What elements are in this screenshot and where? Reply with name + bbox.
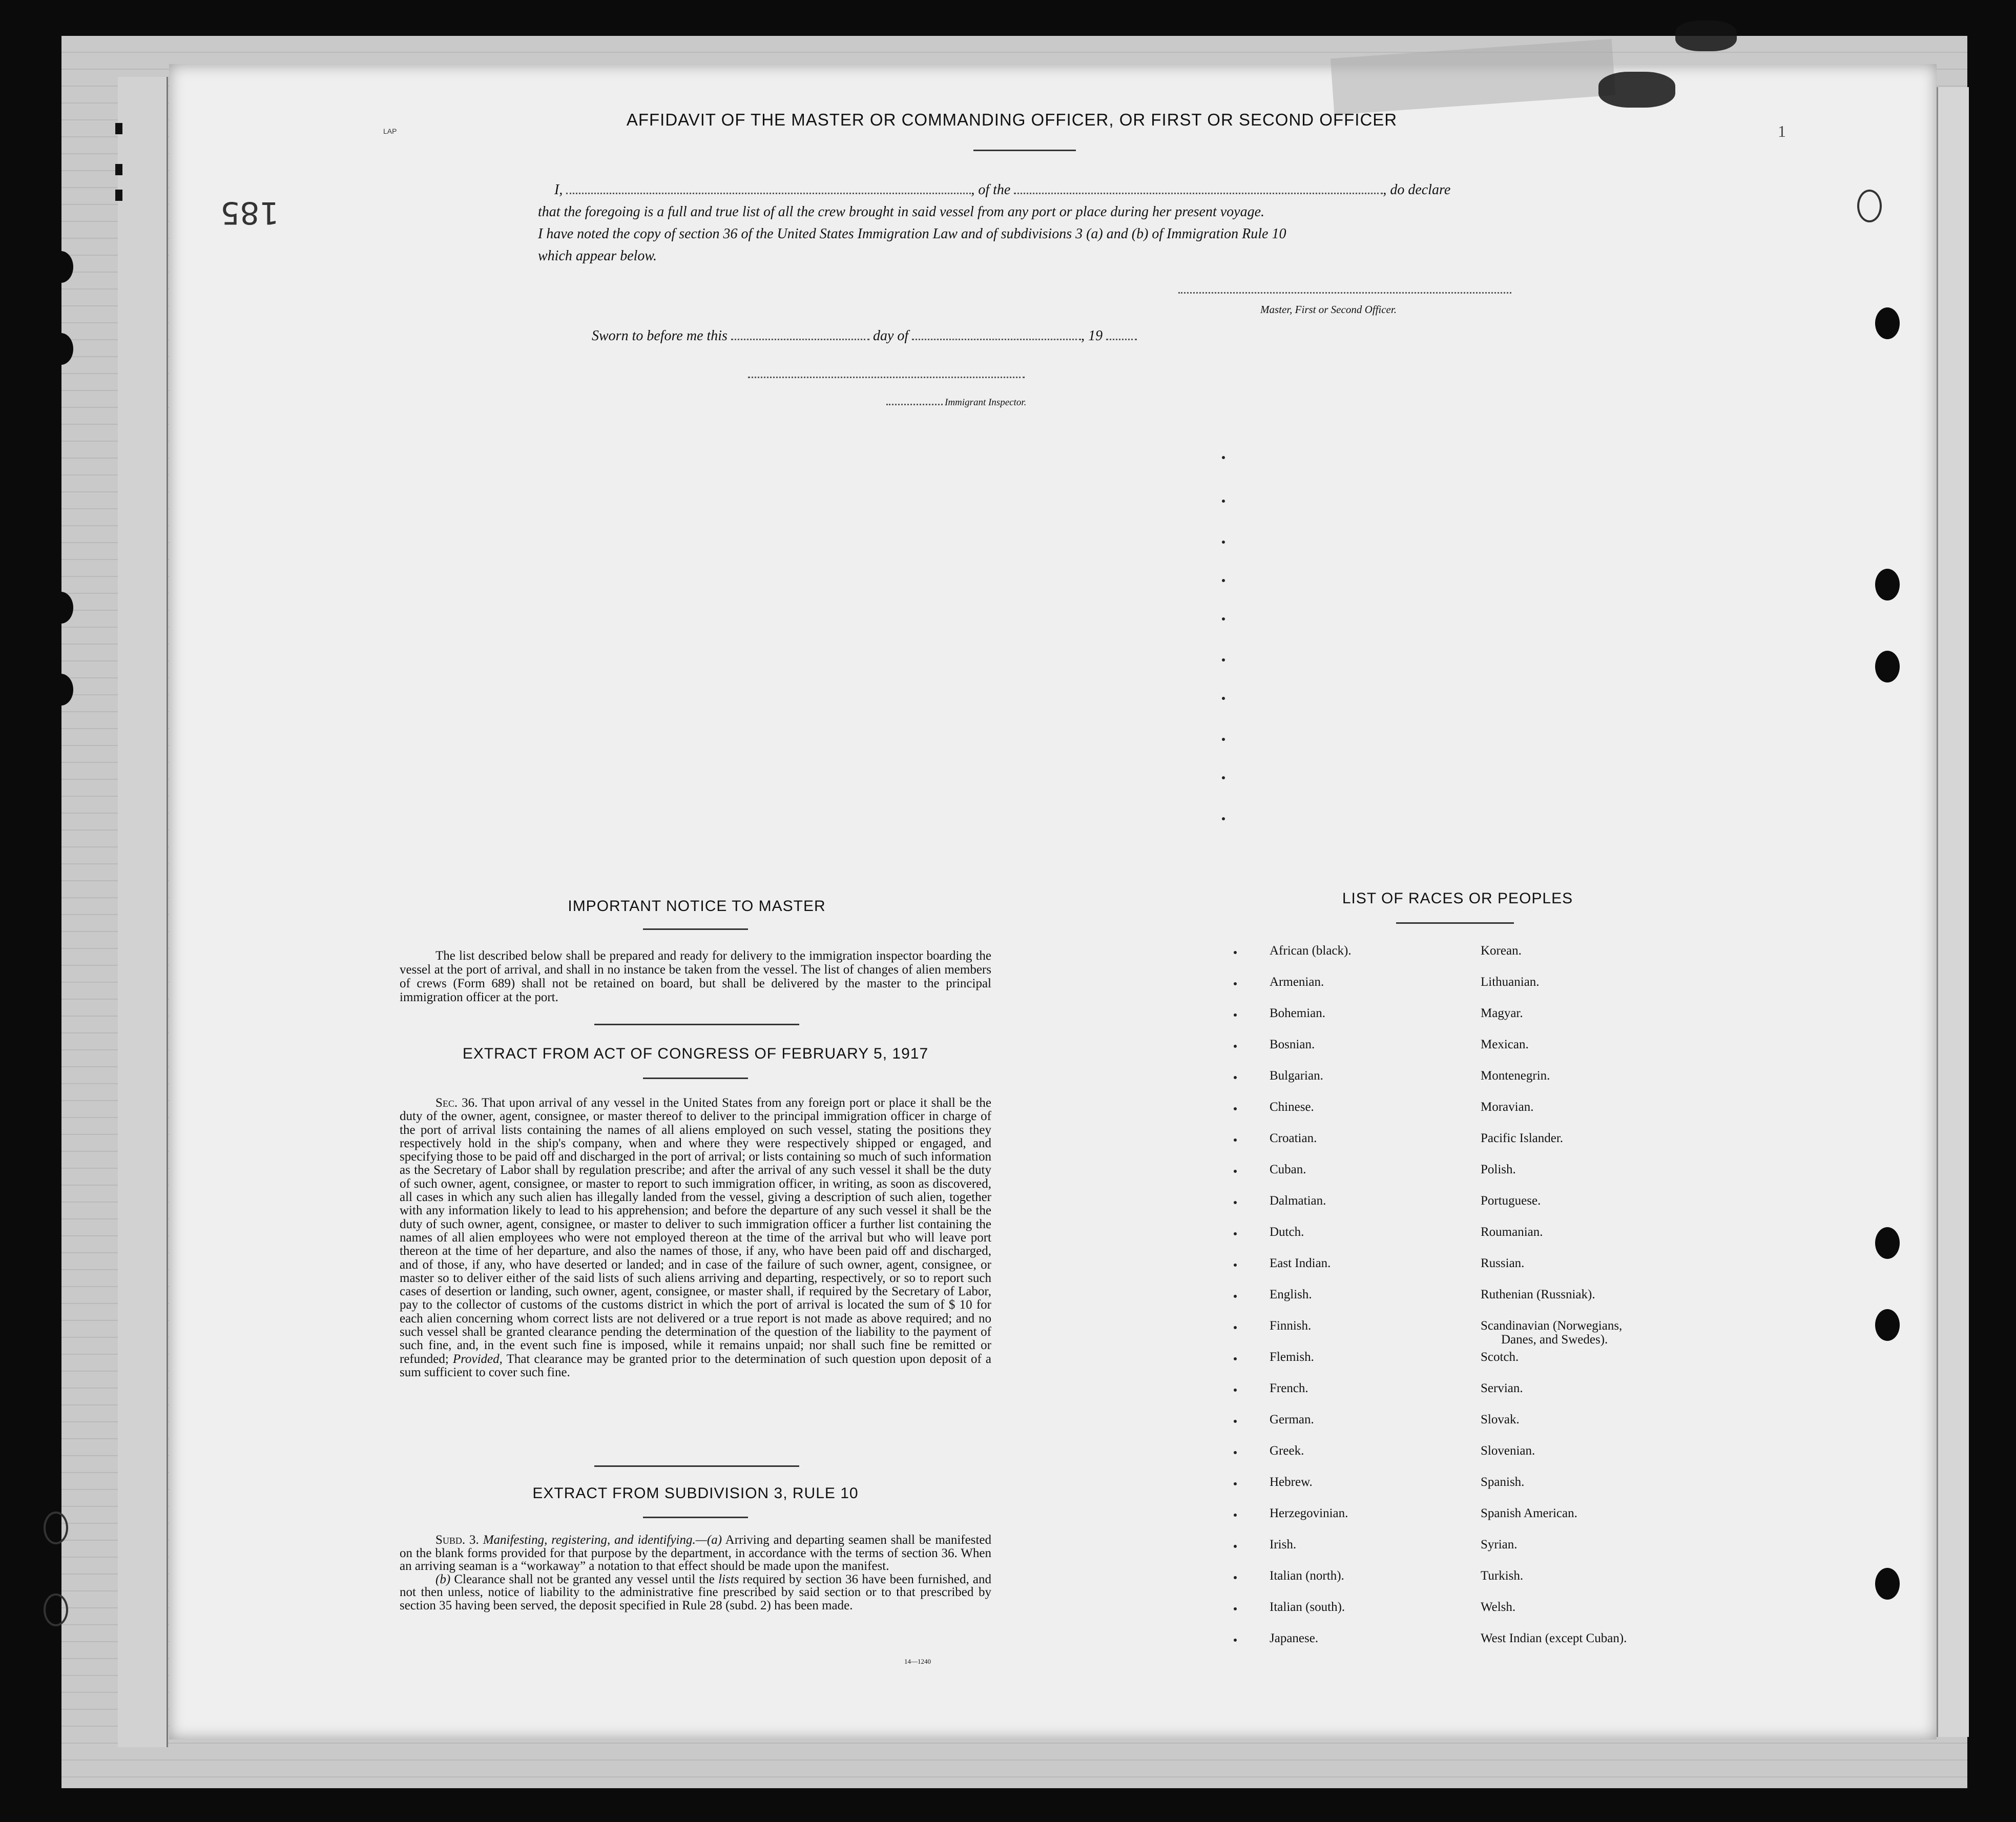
- damage-stain: [1675, 20, 1737, 51]
- race-item-right: Spanish American.: [1481, 1506, 1577, 1520]
- declaration-line-1: I, , of the , do declare: [554, 182, 1451, 198]
- guide-dot: [1234, 1201, 1237, 1204]
- race-item-right: Servian.: [1481, 1381, 1523, 1395]
- guide-dot: [1234, 1076, 1237, 1079]
- race-item-right: Lithuanian.: [1481, 975, 1540, 989]
- race-item-left: Italian (north).: [1270, 1569, 1344, 1583]
- guide-dot: [1234, 1639, 1237, 1642]
- signature-label: Master, First or Second Officer.: [1260, 303, 1397, 316]
- rule-paragraph-a: Subd. 3. Manifesting, registering, and identifying.—(a) Arriving and departing seamen shall be manifested on the blank forms provided for that purpose by the department, in accordance with the terms of section 36. When an arriving seaman is a “workaway” a notation to that effect should be made upon the manifest.: [400, 1533, 992, 1573]
- signature-blank[interactable]: [1178, 292, 1511, 294]
- guide-dot: [1234, 1607, 1237, 1610]
- name-blank[interactable]: [566, 193, 971, 194]
- guide-dot: [1222, 541, 1225, 544]
- right-margin-strip: [1937, 87, 1969, 1737]
- rule-title: EXTRACT FROM SUBDIVISION 3, RULE 10: [532, 1485, 859, 1502]
- binder-hole-icon: [44, 1593, 68, 1626]
- race-item-right: Magyar.: [1481, 1006, 1523, 1020]
- binder-hole-icon: [1875, 651, 1900, 682]
- binder-hole-icon: [49, 592, 73, 624]
- guide-dot: [1234, 1482, 1237, 1485]
- guide-dot: [1234, 1326, 1237, 1329]
- race-item-right: Slovenian.: [1481, 1444, 1535, 1458]
- race-item-right: Montenegrin.: [1481, 1069, 1550, 1083]
- rule-text: [400, 1534, 991, 1612]
- race-item-left: Flemish.: [1270, 1350, 1314, 1364]
- margin-tick: [115, 190, 122, 201]
- race-item-right: Russian.: [1481, 1256, 1525, 1270]
- form-number: 14—1240: [904, 1658, 931, 1665]
- guide-dot: [1234, 1514, 1237, 1517]
- guide-dot: [1234, 951, 1237, 954]
- race-item-right: Pacific Islander.: [1481, 1131, 1564, 1145]
- guide-dot: [1222, 456, 1225, 459]
- race-item-left: Bosnian.: [1270, 1038, 1315, 1051]
- race-item-right: Slovak.: [1481, 1413, 1520, 1426]
- page-number: 1: [1778, 122, 1786, 140]
- guide-dot: [1234, 1545, 1237, 1548]
- race-item-right: Ruthenian (Russniak).: [1481, 1288, 1595, 1301]
- race-item-left: Irish.: [1270, 1538, 1297, 1551]
- race-item-right: Portuguese.: [1481, 1194, 1541, 1208]
- race-item-left: German.: [1270, 1413, 1314, 1426]
- guide-dot: [1222, 617, 1225, 620]
- guide-dot: [1222, 500, 1225, 503]
- vessel-blank[interactable]: [1014, 193, 1383, 194]
- guide-dot: [1234, 1357, 1237, 1360]
- guide-dot: [1222, 738, 1225, 741]
- race-item-right: Korean.: [1481, 944, 1522, 958]
- rule-paragraph-b: (b) Clearance shall not be granted any vessel until the lists required by section 36 have been furnished, and not then unless, notice of liability to the administrative fine prescribed by said section or to that prescribed by section 35 having been served, the deposit specified in Rule 28 (subd. 2) has been made.: [400, 1572, 991, 1612]
- race-item-right: Spanish.: [1481, 1475, 1525, 1489]
- guide-dot: [1234, 1013, 1237, 1017]
- inspector-dotted: [886, 404, 943, 405]
- notice-rule: [643, 928, 748, 930]
- race-item-right: Roumanian.: [1481, 1225, 1543, 1239]
- race-item-left: Cuban.: [1270, 1163, 1306, 1176]
- race-item-left: Greek.: [1270, 1444, 1304, 1458]
- guide-dot: [1234, 982, 1237, 985]
- race-item-left: Japanese.: [1270, 1631, 1319, 1645]
- guide-dot: [1234, 1107, 1237, 1110]
- race-item-left: African (black).: [1270, 944, 1352, 958]
- guide-dot: [1234, 1389, 1237, 1392]
- guide-dot: [1234, 1264, 1237, 1267]
- guide-dot: [1234, 1170, 1237, 1173]
- races-rule: [1396, 922, 1514, 924]
- binder-hole-icon: [1875, 1227, 1900, 1259]
- race-item-left: Dutch.: [1270, 1225, 1304, 1239]
- binder-hole-icon: [1875, 1309, 1900, 1341]
- notice-text: The list described below shall be prepared and ready for delivery to the immigration inspector boarding the vessel at the port of arrival, and shall in no instance be taken from the vessel. The list of changes of alien members of crews (Form 689) shall not be retained on board, but shall be delivered by the master to the principal immigration officer at the port.: [400, 949, 991, 1004]
- affidavit-title: AFFIDAVIT OF THE MASTER OR COMMANDING OFFICER, OR FIRST OR SECOND OFFICER: [626, 110, 1398, 129]
- race-item-left: Croatian.: [1270, 1131, 1317, 1145]
- guide-dot: [1234, 1295, 1237, 1298]
- sworn-line: Sworn to before me this day of , 19: [592, 328, 1137, 344]
- races-title: LIST OF RACES OR PEOPLES: [1342, 890, 1573, 907]
- binder-hole-icon: [44, 1512, 68, 1544]
- race-item-left: East Indian.: [1270, 1256, 1331, 1270]
- binder-hole-icon: [1857, 190, 1882, 222]
- guide-dot: [1234, 1451, 1237, 1454]
- guide-dot: [1234, 1576, 1237, 1579]
- race-item-right: Scotch.: [1481, 1350, 1519, 1364]
- left-margin-strip: [118, 77, 168, 1747]
- race-item-left: English.: [1270, 1288, 1312, 1301]
- title-rule: [973, 150, 1076, 151]
- guide-dot: [1222, 817, 1225, 820]
- act-bottom-rule: [594, 1465, 799, 1467]
- binder-hole-icon: [49, 251, 73, 283]
- race-item-left: Dalmatian.: [1270, 1194, 1326, 1208]
- act-text: Sec. 36. That upon arrival of any vessel in the United States from any foreign port or place it shall be the duty of the owner, agent, consignee, or master thereof to deliver to the principal immigration officer in charge of the port of arrival lists containing the names of all aliens employed on such vessel, stating the positions they respectively hold in the ship's company, when and where they were respectively shipped or engaged, and specifying those to be paid off and discharged in the port of arrival; or lists containing so much of such information as the Secretary of Labor shall by regulation prescribe; and after the arrival of any such vessel it shall be the duty of such owner, agent, consignee, or master to report to such immigration officer, in writing, as soon as discovered, all cases in which any such alien has illegally landed from the vessel, giving a description of such alien, together with any information likely to lead to his apprehension; and before the departure of any such vessel it shall be the duty of such owner, agent, consignee, or master to deliver to such immigration officer a further list containing the names of all alien employees who were not employed thereon at the time of the arrival but who will leave port thereon at the time of her departure, and also the names of those, if any, who have been paid off and discharged, and of those, if any, who have deserted or landed; and in case of the failure of such owner, agent, consignee, or master so to deliver either of the said lists of such aliens arriving and departing, respectively, or so to report such cases of desertion or landing, such owner, agent, consignee, or master shall, if required by the Secretary of Labor, pay to the collector of customs of the customs district in which the port of arrival is located the sum of $ 10 for each alien concerning whom correct lists are not delivered or a true report is not made as above required; and no such vessel shall be granted clearance pending the determination of the question of the liability to the payment of such fine, and, in the event such fine is imposed, while it remains unpaid; nor shall such fine be remitted or refunded; Provided, That clearance may be granted prior to the determination of such question upon deposit of a sum sufficient to cover such fine.: [400, 1096, 991, 1379]
- guide-dot: [1234, 1138, 1237, 1142]
- sworn-day-blank[interactable]: [731, 339, 869, 340]
- declaration-line-4: which appear below.: [538, 248, 657, 264]
- sworn-month-blank[interactable]: [912, 339, 1081, 340]
- guide-dot: [1222, 776, 1225, 779]
- race-item-left: French.: [1270, 1381, 1308, 1395]
- race-item-left: Italian (south).: [1270, 1600, 1345, 1614]
- margin-tick: [115, 164, 122, 175]
- act-rule: [643, 1078, 748, 1079]
- declaration-line-3: I have noted the copy of section 36 of the United States Immigration Law and of subdivisions 3 (a) and (b) of Immigration Rule 10: [538, 226, 1286, 242]
- margin-tick: [115, 123, 122, 134]
- inspector-line: Immigrant Inspector.: [886, 397, 1026, 408]
- guide-dot: [1234, 1232, 1237, 1235]
- act-title: EXTRACT FROM ACT OF CONGRESS OF FEBRUARY 5, 1917: [462, 1045, 929, 1062]
- sworn-year-blank[interactable]: [1106, 339, 1137, 340]
- race-item-right: Scandinavian (Norwegians,: [1481, 1319, 1623, 1333]
- notice-title: IMPORTANT NOTICE TO MASTER: [568, 898, 826, 915]
- binder-hole-icon: [1875, 1568, 1900, 1600]
- race-item-right: Danes, and Swedes).: [1501, 1333, 1608, 1347]
- race-item-right: Mexican.: [1481, 1038, 1529, 1051]
- guide-dot: [1222, 697, 1225, 700]
- race-item-left: Bulgarian.: [1270, 1069, 1323, 1083]
- race-item-right: West Indian (except Cuban).: [1481, 1631, 1627, 1645]
- lap-mark: LAP: [383, 127, 397, 135]
- race-item-left: Hebrew.: [1270, 1475, 1313, 1489]
- binder-hole-icon: [49, 674, 73, 706]
- guide-dot: [1234, 1420, 1237, 1423]
- race-item-left: Armenian.: [1270, 975, 1324, 989]
- race-item-left: Herzegovinian.: [1270, 1506, 1348, 1520]
- binder-hole-icon: [1875, 569, 1900, 601]
- damage-stain: [1598, 72, 1675, 108]
- guide-dot: [1222, 579, 1225, 582]
- guide-dot: [1234, 1045, 1237, 1048]
- handwritten-number: 185: [220, 195, 279, 231]
- race-item-right: Syrian.: [1481, 1538, 1518, 1551]
- inspector-signature-blank[interactable]: [748, 377, 1025, 378]
- race-item-right: Welsh.: [1481, 1600, 1516, 1614]
- race-item-right: Moravian.: [1481, 1100, 1534, 1114]
- notice-bottom-rule: [594, 1024, 799, 1025]
- guide-dot: [1222, 658, 1225, 661]
- race-item-left: Chinese.: [1270, 1100, 1314, 1114]
- race-item-right: Polish.: [1481, 1163, 1516, 1176]
- binder-hole-icon: [1875, 307, 1900, 339]
- race-item-left: Bohemian.: [1270, 1006, 1326, 1020]
- binder-hole-icon: [49, 333, 73, 365]
- rule-rule: [643, 1517, 748, 1518]
- declaration-line-2: that the foregoing is a full and true list of all the crew brought in said vessel from any port or place during her present voyage.: [538, 204, 1265, 220]
- race-item-right: Turkish.: [1481, 1569, 1524, 1583]
- race-item-left: Finnish.: [1270, 1319, 1312, 1333]
